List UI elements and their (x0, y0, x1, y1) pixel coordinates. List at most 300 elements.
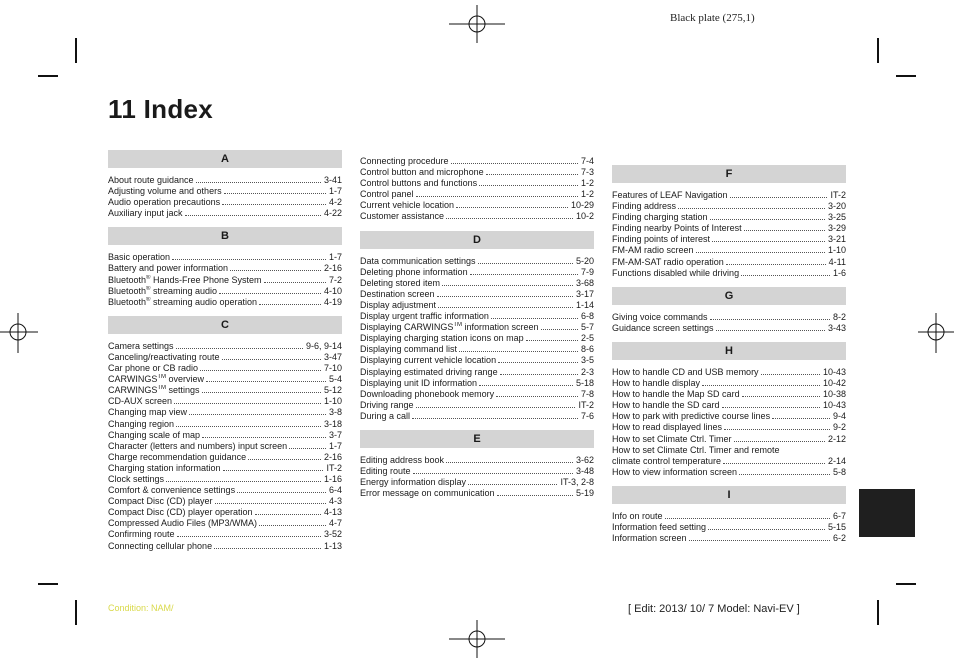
dot-leader (219, 293, 321, 294)
index-section (360, 430, 594, 507)
dot-leader (478, 263, 573, 264)
entry-label (108, 474, 164, 485)
section-letter-header: F (612, 165, 846, 183)
page-reference: 3-5 (580, 355, 594, 366)
index-entry (360, 400, 594, 411)
page-reference: 10-29 (570, 200, 594, 211)
index-entry (108, 186, 342, 197)
dot-leader (456, 207, 568, 208)
entry-label-text: How to handle the SD card (612, 400, 720, 411)
dot-leader (177, 536, 321, 537)
dot-leader (206, 381, 326, 382)
crop-mark (896, 75, 916, 77)
entry-label-text: Bluetooth (108, 296, 147, 307)
index-section (108, 227, 342, 315)
index-entry (108, 518, 342, 529)
entry-label-text: Finding charging station (612, 212, 708, 223)
page-reference: 5-8 (832, 466, 846, 477)
entry-label-text: Changing region (108, 418, 175, 429)
trademark-mark: ® (146, 274, 151, 281)
dot-leader (289, 448, 326, 449)
entry-label (108, 197, 220, 208)
entry-label (108, 485, 235, 496)
page-reference: 4-11 (828, 256, 846, 267)
entry-label-text: FM-AM radio screen (612, 245, 694, 256)
dot-leader (222, 204, 326, 205)
page-reference: 6-4 (328, 485, 342, 496)
index-entry (360, 189, 594, 200)
index-entry (612, 456, 846, 467)
dot-leader (486, 174, 578, 175)
dot-leader (724, 429, 830, 430)
page-reference: 2-3 (580, 366, 594, 377)
index-entry (108, 541, 342, 552)
page-reference: 3-18 (323, 418, 342, 429)
index-entry (108, 252, 342, 263)
section-letter-header: H (612, 342, 846, 360)
entry-label (612, 212, 708, 223)
entry-label-text: climate control temperature (612, 455, 722, 466)
dot-leader (722, 407, 820, 408)
entry-label-text: Finding nearby Points of Interest (612, 223, 742, 234)
page-reference: 7-6 (580, 410, 594, 421)
entry-label-text: Info on route (612, 510, 663, 521)
dot-leader (230, 270, 321, 271)
page-reference: IT-2 (578, 399, 594, 410)
entry-label-text: Editing route (360, 466, 411, 477)
index-section (612, 342, 846, 486)
crop-mark (75, 38, 77, 63)
entry-label-suffix: information screen (462, 322, 539, 333)
crop-mark (75, 600, 77, 625)
section-letter-header: I (612, 486, 846, 504)
entry-label (108, 496, 213, 507)
dot-leader (739, 474, 830, 475)
page-reference: 2-16 (323, 263, 342, 274)
page-reference: 3-20 (827, 201, 846, 212)
dot-leader (248, 459, 321, 460)
index-entry (612, 190, 846, 201)
dot-leader (696, 252, 825, 253)
dot-leader (470, 274, 578, 275)
index-entry (360, 278, 594, 289)
page-reference: 10-38 (822, 389, 846, 400)
entry-label (108, 463, 221, 474)
dot-leader (726, 264, 826, 265)
entry-label (612, 257, 724, 268)
registration-mark-icon (449, 620, 505, 660)
entry-label-text: How to handle display (612, 378, 701, 389)
dot-leader (416, 196, 578, 197)
index-entry (108, 374, 342, 385)
page-reference: 3-48 (575, 466, 594, 477)
index-entry (612, 533, 846, 544)
entry-label-text: Audio operation precautions (108, 197, 221, 208)
entry-label-text: Compact Disc (CD) player operation (108, 507, 253, 518)
entry-label-suffix: streaming audio (150, 285, 217, 296)
entry-label (360, 455, 444, 466)
entry-label (612, 533, 687, 544)
entry-label-text: Giving voice commands (612, 311, 708, 322)
page-reference: 10-2 (575, 211, 594, 222)
dot-leader (744, 230, 825, 231)
index-entry (108, 507, 342, 518)
entry-label (612, 312, 708, 323)
dot-leader (708, 529, 825, 530)
entry-label-text: Control buttons and functions (360, 178, 478, 189)
dot-leader (702, 385, 820, 386)
dot-leader (237, 492, 326, 493)
dot-leader (500, 374, 578, 375)
registration-mark-icon (0, 313, 40, 353)
index-entry (360, 367, 594, 378)
dot-leader (412, 418, 578, 419)
page-reference: 4-19 (323, 296, 342, 307)
entry-label (612, 511, 663, 522)
entry-label (612, 445, 780, 456)
index-entry (360, 355, 594, 366)
index-column-2 (360, 156, 594, 507)
entry-label (108, 518, 257, 529)
dot-leader (712, 241, 825, 242)
page-reference: 10-43 (822, 400, 846, 411)
page-reference: 1-16 (323, 473, 342, 484)
page-reference: 4-13 (323, 507, 342, 518)
index-entry (360, 333, 594, 344)
entry-label-text: Display urgent traffic information (360, 311, 489, 322)
index-entry (612, 400, 846, 411)
page-reference: 4-22 (323, 208, 342, 219)
index-entry (108, 208, 342, 219)
entry-label (360, 200, 454, 211)
entry-label (108, 441, 287, 452)
section-letter-header: G (612, 287, 846, 305)
entry-label-text: How to handle CD and USB memory (612, 366, 759, 377)
index-entry (612, 389, 846, 400)
page-reference: 9-4 (832, 411, 846, 422)
entry-label-text: Displaying charging station icons on map (360, 333, 524, 344)
dot-leader (416, 407, 576, 408)
page-reference: 3-25 (827, 212, 846, 223)
dot-leader (442, 285, 573, 286)
page-reference: 9-6, 9-14 (305, 340, 342, 351)
dot-leader (468, 484, 557, 485)
entry-label-text: How to set Climate Ctrl. Timer (612, 433, 732, 444)
entry-label (108, 352, 220, 363)
page-reference: 8-2 (832, 311, 846, 322)
index-entry (108, 474, 342, 485)
chapter-thumb-tab (859, 489, 915, 537)
dot-leader (223, 470, 324, 471)
index-entry (108, 385, 342, 396)
entry-label (108, 529, 175, 540)
index-section (108, 150, 342, 227)
index-entry (108, 341, 342, 352)
page-reference: 2-12 (827, 433, 846, 444)
entry-label (360, 477, 466, 488)
dot-leader (741, 275, 830, 276)
entry-label-suffix: overview (166, 374, 205, 385)
trademark-mark: ® (146, 285, 151, 292)
entry-label (108, 507, 253, 518)
trademark-mark: TM (157, 374, 167, 381)
page-reference: 3-68 (575, 277, 594, 288)
index-entry (108, 297, 342, 308)
entry-label (360, 389, 494, 400)
page-reference: 7-2 (328, 274, 342, 285)
index-entry (360, 466, 594, 477)
entry-label (108, 363, 198, 374)
page-reference: 1-2 (580, 189, 594, 200)
entry-label-text: Features of LEAF Navigation (612, 190, 728, 200)
index-entry (612, 367, 846, 378)
index-section (612, 287, 846, 342)
crop-mark (877, 600, 879, 625)
entry-label-text: Information feed setting (612, 521, 707, 532)
dot-leader (479, 385, 573, 386)
page-reference: 3-62 (575, 454, 594, 465)
entry-label-text: Adjusting volume and others (108, 186, 222, 197)
dot-leader (255, 514, 321, 515)
entry-label-text: Error message on communication (360, 488, 495, 499)
index-entry (360, 256, 594, 267)
entry-label (612, 268, 739, 279)
entry-label (612, 456, 721, 467)
dot-leader (202, 392, 321, 393)
entry-label-text: Deleting phone information (360, 266, 468, 277)
entry-label (108, 407, 187, 418)
entry-label-text: Energy information display (360, 477, 467, 488)
dot-leader (479, 185, 578, 186)
page-reference: 10-43 (822, 366, 846, 377)
dot-leader (497, 495, 573, 496)
entry-label-text: How to read displayed lines (612, 422, 723, 433)
entry-label-text: How to set Climate Ctrl. Timer and remote (612, 444, 780, 455)
page-reference: IT-2 (830, 190, 846, 200)
entry-label-text: Functions disabled while driving (612, 267, 740, 278)
index-entry (108, 485, 342, 496)
trademark-mark: ® (146, 296, 151, 303)
index-entry (360, 322, 594, 333)
entry-label-text: About route guidance (108, 175, 194, 185)
entry-label (360, 344, 457, 355)
index-section (360, 231, 594, 430)
entry-label-text: Changing scale of map (108, 429, 201, 440)
entry-label (360, 411, 410, 422)
index-entry (108, 430, 342, 441)
entry-label (108, 208, 183, 219)
entry-label-text: Canceling/reactivating route (108, 351, 220, 362)
entry-label (612, 201, 676, 212)
index-section (108, 316, 342, 560)
page-reference: 5-4 (328, 374, 342, 385)
page-reference: 3-41 (323, 175, 342, 185)
entry-label (360, 278, 440, 289)
entry-label (612, 367, 759, 378)
entry-label (108, 186, 222, 197)
dot-leader (665, 518, 830, 519)
entry-label (360, 211, 444, 222)
index-entry (360, 311, 594, 322)
entry-label-text: Displaying unit ID information (360, 377, 478, 388)
index-entry (360, 200, 594, 211)
dot-leader (689, 540, 830, 541)
trademark-mark: TM (157, 385, 167, 392)
page-reference: 10-42 (822, 378, 846, 389)
entry-label (108, 452, 246, 463)
index-entry (108, 275, 342, 286)
entry-label (612, 411, 770, 422)
entry-label-text: Customer assistance (360, 211, 445, 222)
entry-label-text: Finding address (612, 201, 677, 212)
dot-leader (459, 351, 578, 352)
index-entry (108, 529, 342, 540)
entry-label-text: Displaying current vehicle location (360, 355, 497, 366)
dot-leader (222, 359, 321, 360)
index-entry (360, 167, 594, 178)
crop-mark (38, 583, 58, 585)
index-entry (360, 344, 594, 355)
entry-label (360, 466, 411, 477)
entry-label (612, 245, 694, 256)
entry-label (612, 422, 722, 433)
entry-label (612, 389, 740, 400)
page-reference: 3-52 (323, 529, 342, 540)
entry-label-text: Confirming route (108, 529, 175, 540)
entry-label (360, 156, 449, 167)
entry-label-text: Charging station information (108, 462, 221, 473)
dot-leader (723, 463, 825, 464)
index-section (612, 486, 846, 552)
index-entry (360, 488, 594, 499)
index-entry (360, 378, 594, 389)
index-entry (108, 286, 342, 297)
entry-label-text: Basic operation (108, 252, 171, 263)
page-reference: 4-7 (328, 518, 342, 529)
entry-label-text: Information screen (612, 533, 687, 544)
page-reference: 3-43 (827, 322, 846, 333)
index-entry (108, 496, 342, 507)
entry-label (612, 234, 710, 245)
entry-label (108, 252, 170, 263)
entry-label-text: Displaying command list (360, 344, 458, 355)
page-reference: IT-2 (326, 462, 342, 473)
page-title: 11 Index (108, 94, 214, 124)
index-section (612, 165, 846, 287)
entry-label-text: Destination screen (360, 288, 435, 299)
index-entry (108, 463, 342, 474)
page-reference: 5-18 (575, 377, 594, 388)
dot-leader (224, 193, 326, 194)
index-entry (360, 411, 594, 422)
entry-label (360, 300, 436, 311)
page-reference: 2-16 (323, 451, 342, 462)
index-entry (612, 411, 846, 422)
entry-label (108, 541, 212, 552)
entry-label (108, 396, 172, 407)
entry-label (360, 322, 539, 333)
section-letter-header: C (108, 316, 342, 334)
page-reference: 3-17 (575, 288, 594, 299)
entry-label-text: Guidance screen settings (612, 322, 714, 333)
page-reference: 1-7 (328, 186, 342, 197)
registration-mark-icon (916, 313, 954, 353)
entry-label (612, 467, 737, 478)
crop-mark (896, 583, 916, 585)
index-entry (108, 263, 342, 274)
dot-leader (446, 218, 573, 219)
page-reference: 3-29 (827, 223, 846, 234)
entry-label (108, 263, 228, 274)
entry-label (108, 275, 262, 286)
dot-leader (185, 215, 321, 216)
entry-label (360, 400, 414, 411)
dot-leader (446, 462, 573, 463)
index-entry (612, 522, 846, 533)
index-entry (612, 245, 846, 256)
section-letter-header: B (108, 227, 342, 245)
dot-leader (730, 197, 828, 198)
crop-mark (877, 38, 879, 63)
entry-label (360, 256, 476, 267)
index-entry (108, 441, 342, 452)
entry-label-text: How to park with predictive course lines (612, 411, 771, 422)
entry-label-text: Control button and microphone (360, 167, 484, 178)
entry-label-text: Comfort & convenience settings (108, 485, 236, 496)
dot-leader (200, 370, 321, 371)
index-entry (612, 422, 846, 433)
entry-label-text: How to view information screen (612, 466, 738, 477)
entry-label-text: Driving range (360, 399, 414, 410)
page-reference: 5-15 (827, 521, 846, 532)
dot-leader (413, 473, 573, 474)
index-entry (360, 300, 594, 311)
dot-leader (174, 403, 321, 404)
entry-label (360, 488, 495, 499)
entry-label-text: Displaying CARWINGS (360, 322, 454, 333)
entry-label-suffix: settings (166, 385, 200, 396)
page-reference: 9-2 (832, 422, 846, 433)
index-entry (612, 323, 846, 334)
dot-leader (491, 318, 578, 319)
entry-label (360, 378, 477, 389)
page-reference: 7-10 (323, 363, 342, 374)
index-entry (612, 268, 846, 279)
entry-label-text: CARWINGS (108, 374, 158, 385)
page-reference: 4-10 (323, 285, 342, 296)
condition-label: Condition: NAM/ (108, 603, 174, 613)
entry-label (612, 522, 706, 533)
dot-leader (214, 548, 321, 549)
entry-label (108, 385, 200, 396)
page-reference: 4-3 (328, 496, 342, 507)
dot-leader (189, 414, 326, 415)
index-entry (108, 396, 342, 407)
registration-mark-icon (449, 5, 505, 45)
dot-leader (451, 163, 578, 164)
index-entry (108, 363, 342, 374)
page-reference: 2-14 (827, 455, 846, 466)
index-entry (360, 289, 594, 300)
trademark-mark: TM (453, 322, 463, 329)
entry-label-suffix: streaming audio operation (150, 296, 258, 307)
plate-label: Black plate (275,1) (670, 12, 755, 24)
index-entry (360, 178, 594, 189)
page-reference: 1-14 (575, 299, 594, 310)
page-reference: 3-47 (323, 351, 342, 362)
page-reference: 1-10 (323, 396, 342, 407)
entry-label-text: Displaying estimated driving range (360, 366, 498, 377)
